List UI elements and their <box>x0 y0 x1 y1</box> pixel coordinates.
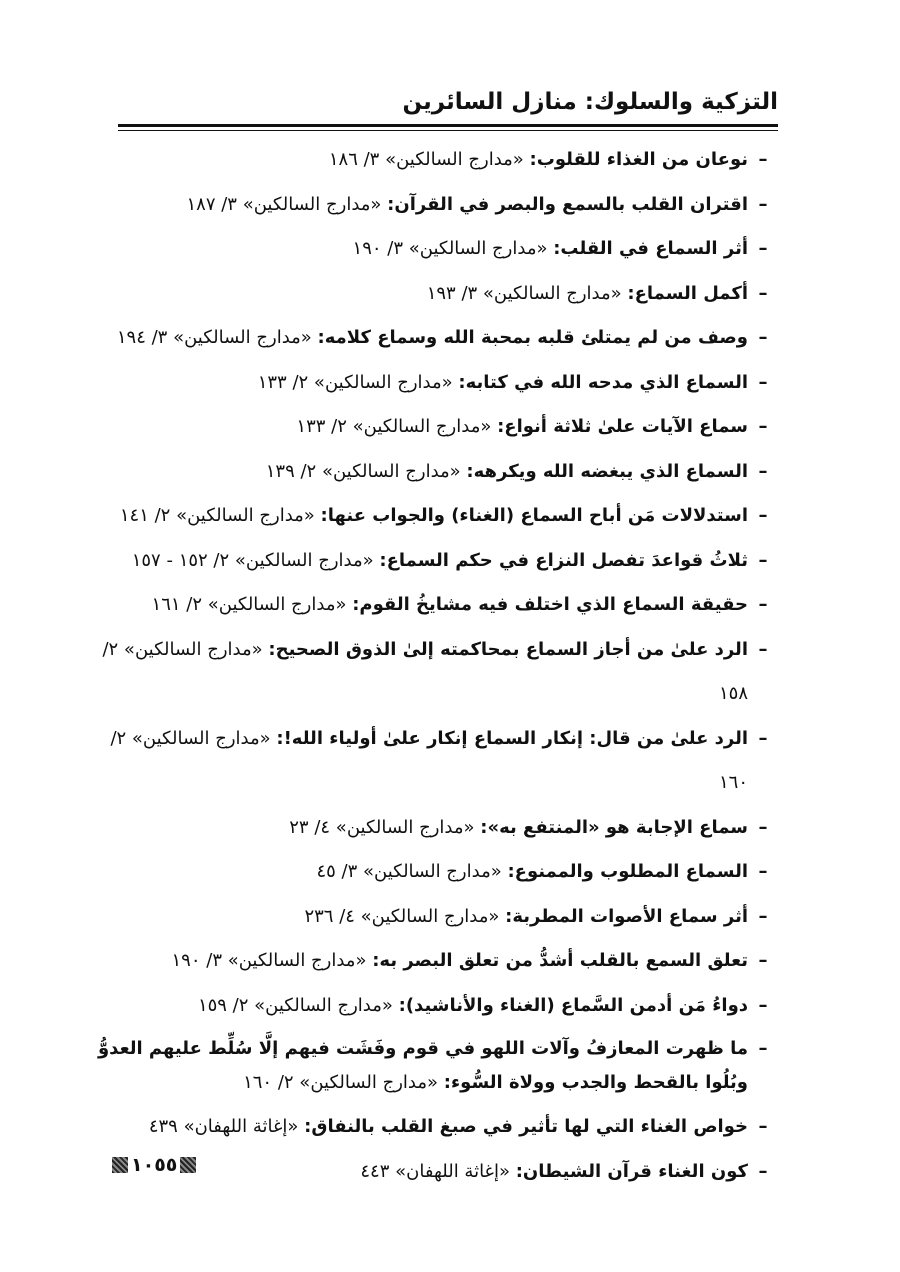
list-item <box>98 227 778 272</box>
entry-reference: «مدارج السالكين» ٣/ ١٩٣ <box>426 282 622 304</box>
entry-topic: وصف من لم يمتلئ قلبه بمحبة الله وسماع كلامه: <box>317 327 748 348</box>
list-item <box>98 316 778 361</box>
entry-topic: السماع الذي يبغضه الله ويكرهه: <box>466 460 748 482</box>
entry-topic: ثلاثُ قواعدَ تفصل النزاع في حكم السماع: <box>379 549 748 571</box>
dash-bullet: – <box>758 282 768 304</box>
list-item <box>98 539 778 584</box>
dash-bullet: – <box>758 193 768 215</box>
entry-reference: «مدارج السالكين» ٢/ ١٣٩ <box>265 460 461 482</box>
page-number: ١٠٥٥ <box>131 1154 178 1176</box>
dash-bullet: – <box>758 371 768 393</box>
entry-reference: «مدارج السالكين» ٢/ ١٣٣ <box>296 416 492 437</box>
list-item <box>98 895 778 940</box>
entry-reference: «إغاثة اللهفان» ٤٣٩ <box>148 1116 299 1137</box>
list-item <box>98 939 778 984</box>
list-item <box>98 1105 778 1150</box>
dash-bullet: – <box>758 950 768 971</box>
list-item <box>98 806 778 851</box>
dash-bullet: – <box>758 861 768 882</box>
entry-reference: «مدارج السالكين» ٢/ ١٦٠ <box>243 1072 439 1093</box>
dash-bullet: – <box>758 638 768 660</box>
running-header <box>118 84 778 131</box>
entry-topic: ما ظهرت المعازفُ وآلات اللهو في قوم وفَشَت فيهم إلَّا سُلِّط عليهم العدوُّ وبُلُوا بالقحط والجدب وولاة السُّوء: <box>97 1038 748 1093</box>
entry-topic: استدلالات مَن أباح السماع (الغناء) والجواب عنها: <box>320 505 748 526</box>
dash-bullet: – <box>758 460 768 482</box>
list-item <box>98 450 778 495</box>
list-item <box>98 583 778 628</box>
entry-topic: دواءُ مَن أدمن السَّماع (الغناء والأناشيد): <box>398 994 748 1016</box>
entry-topic: كون الغناء قرآن الشيطان: <box>515 1160 748 1182</box>
dash-bullet: – <box>758 238 768 259</box>
entry-reference: «مدارج السالكين» ٣/ ١٩٠ <box>352 238 548 259</box>
entry-topic: خواص الغناء التي لها تأثير في صبغ القلب بالنفاق: <box>304 1116 748 1137</box>
list-item <box>98 1150 778 1195</box>
entry-reference: «مدارج السالكين» ٤/ ٢٣٦ <box>304 905 500 927</box>
entry-reference: «مدارج السالكين» ٢/ ١٥٢ - ١٥٧ <box>131 549 374 571</box>
dash-bullet: – <box>758 1160 768 1182</box>
dash-bullet: – <box>758 549 768 571</box>
entry-reference: «مدارج السالكين» ٢/ ١٦١ <box>151 594 347 615</box>
dash-bullet: – <box>758 905 768 927</box>
dash-bullet: – <box>758 994 768 1016</box>
entry-topic: الرد علىٰ من قال: إنكار السماع إنكار علىٰ أولياء الله!: <box>276 727 748 749</box>
entry-reference: «مدارج السالكين» ٣/ ٤٥ <box>316 861 502 882</box>
dash-bullet: – <box>758 816 768 838</box>
list-item <box>98 494 778 539</box>
entry-topic: الرد علىٰ من أجاز السماع بمحاكمته إلىٰ الذوق الصحيح: <box>268 638 748 660</box>
entry-topic: حقيقة السماع الذي اختلف فيه مشايخُ القوم: <box>352 594 748 615</box>
dash-bullet: – <box>758 727 768 749</box>
header-rule-thin <box>118 130 778 131</box>
entry-topic: أكمل السماع: <box>627 282 748 304</box>
list-item <box>98 405 778 450</box>
entry-reference: «مدارج السالكين» ٣/ ١٨٦ <box>328 149 524 170</box>
entry-reference: «مدارج السالكين» ٢/ ١٥٩ <box>197 994 393 1016</box>
entry-reference: «مدارج السالكين» ٢/ ١٦٠ <box>110 727 748 793</box>
entry-reference: «مدارج السالكين» ٤/ ٢٣ <box>289 816 475 838</box>
list-item <box>98 1028 778 1105</box>
list-item <box>98 361 778 406</box>
entry-topic: السماع الذي مدحه الله في كتابه: <box>458 371 748 393</box>
list-item <box>98 272 778 317</box>
entry-topic: أثر سماع الأصوات المطربة: <box>505 905 748 927</box>
dash-bullet: – <box>758 327 768 348</box>
entry-reference: «مدارج السالكين» ٢/ ١٤١ <box>119 505 315 526</box>
entry-topic: اقتران القلب بالسمع والبصر في القرآن: <box>387 193 748 215</box>
list-item <box>98 984 778 1029</box>
entry-topic: سماع الآيات علىٰ ثلاثة أنواع: <box>497 416 748 437</box>
ornament-icon <box>180 1157 196 1173</box>
list-item <box>98 717 778 806</box>
entry-topic: نوعان من الغذاء للقلوب: <box>529 149 748 170</box>
entry-reference: «إغاثة اللهفان» ٤٤٣ <box>360 1160 510 1182</box>
entry-topic: تعلق السمع بالقلب أشدُّ من تعلق البصر به: <box>372 950 748 971</box>
dash-bullet: – <box>758 416 768 437</box>
entry-topic: السماع المطلوب والممنوع: <box>507 861 748 882</box>
entry-list <box>98 138 778 1194</box>
entry-topic: سماع الإجابة هو «المنتفع به»: <box>480 816 748 838</box>
header-rule-thick <box>118 124 778 127</box>
ornament-icon <box>112 1157 128 1173</box>
dash-bullet: – <box>758 594 768 615</box>
list-item <box>98 138 778 183</box>
list-item <box>98 850 778 895</box>
list-item <box>98 183 778 228</box>
entry-reference: «مدارج السالكين» ٢/ ١٥٨ <box>102 638 748 704</box>
list-item <box>98 628 778 717</box>
dash-bullet: – <box>758 505 768 526</box>
entry-reference: «مدارج السالكين» ٣/ ١٨٧ <box>186 193 382 215</box>
entry-topic: أثر السماع في القلب: <box>553 238 748 259</box>
header-title: التزكية والسلوك: منازل السائرين <box>402 89 778 115</box>
dash-bullet: – <box>758 149 768 170</box>
dash-bullet: – <box>758 1038 768 1059</box>
entry-reference: «مدارج السالكين» ٣/ ١٩٠ <box>171 950 367 971</box>
entry-reference: «مدارج السالكين» ٢/ ١٣٣ <box>257 371 453 393</box>
dash-bullet: – <box>758 1116 768 1137</box>
page-number-block <box>112 1154 196 1176</box>
entry-reference: «مدارج السالكين» ٣/ ١٩٤ <box>116 327 312 348</box>
